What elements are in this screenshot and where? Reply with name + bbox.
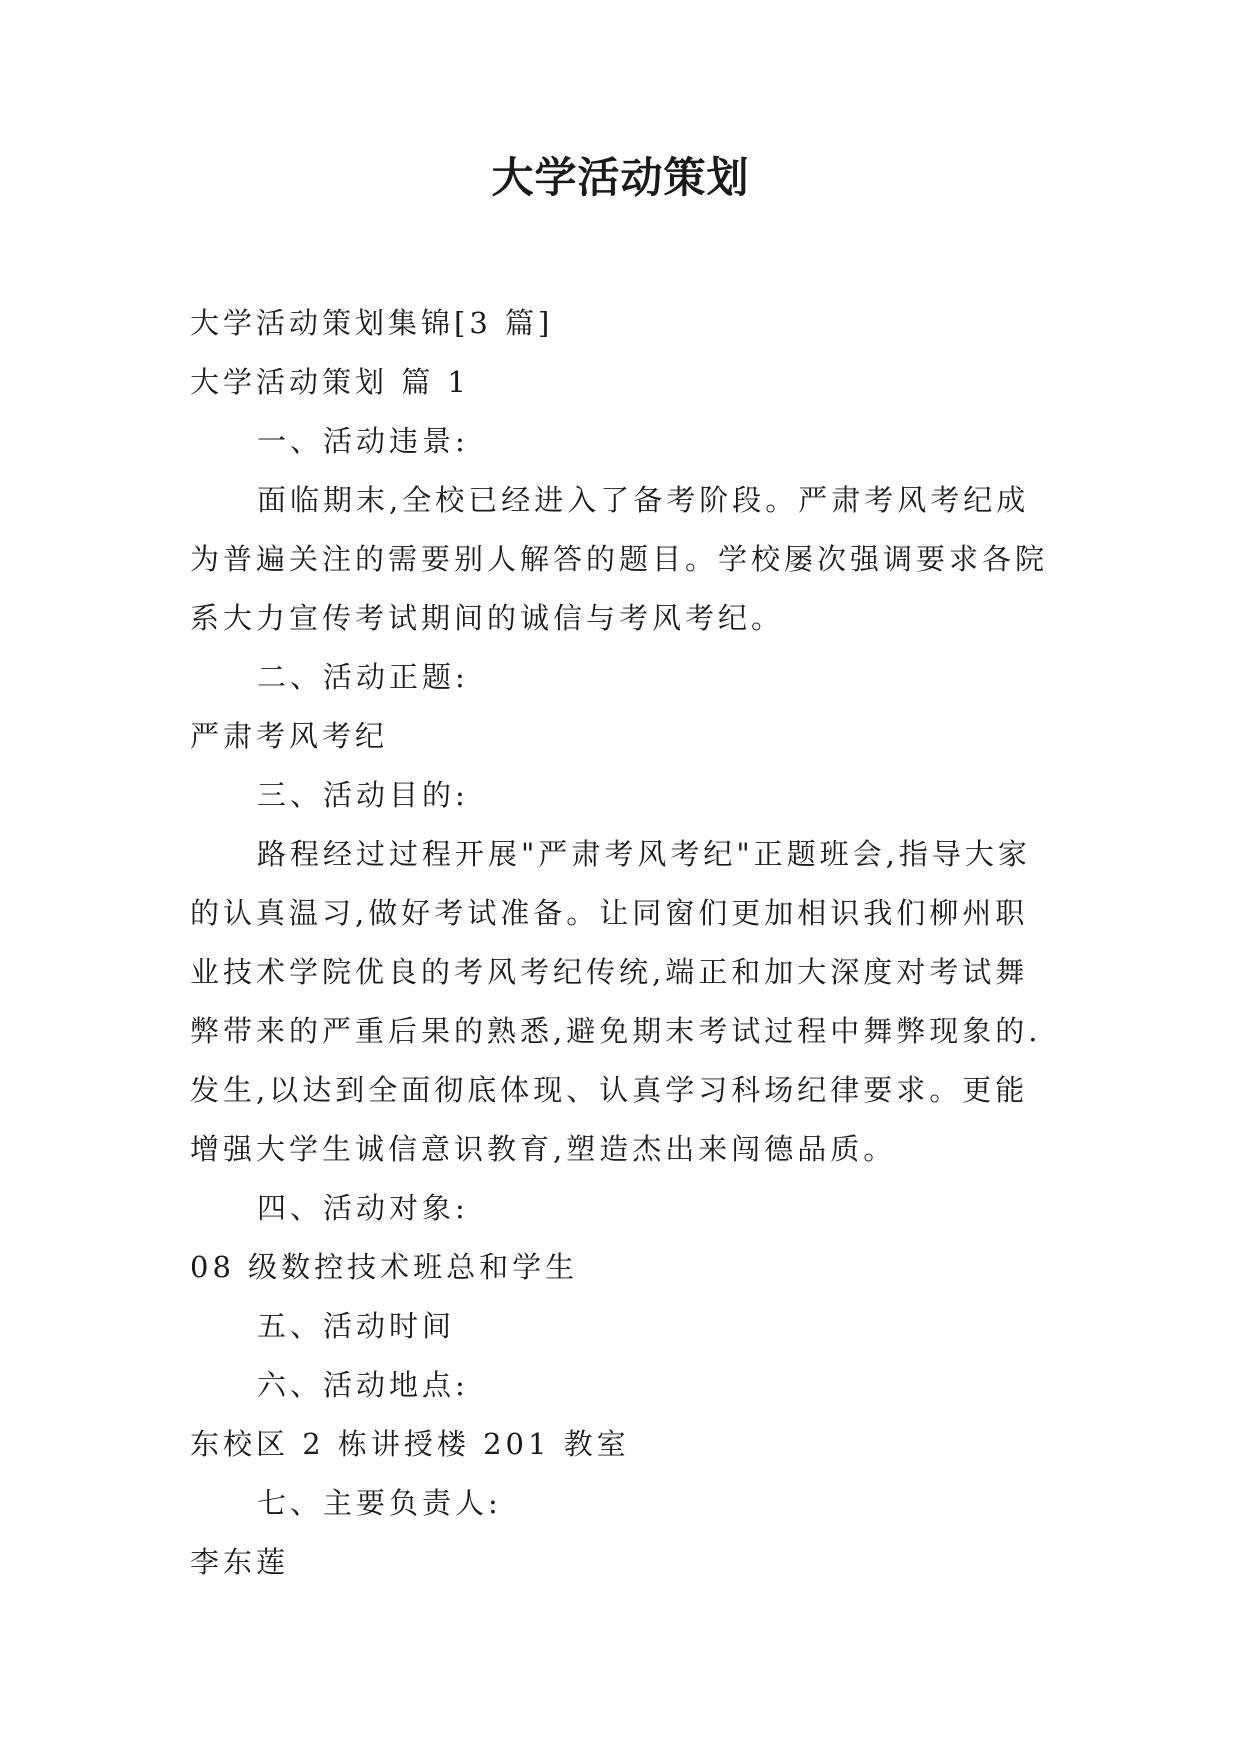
document-body — [190, 294, 1060, 1592]
paragraph-line: 面临期末,全校已经进入了备考阶段。严肃考风考纪成 — [257, 483, 1030, 517]
section-heading: 二、活动正题: — [257, 660, 469, 694]
paragraph-line: 的认真温习,做好考试准备。让同窗们更加相识我们柳州职 — [190, 896, 1029, 930]
paragraph-line: 系大力宣传考试期间的诚信与考风考纪。 — [190, 601, 785, 635]
body-line: 李东莲 — [190, 1545, 290, 1579]
paragraph-line: 增强大学生诚信意识教育,塑造杰出来闯德品质。 — [190, 1132, 897, 1166]
paragraph-line: 路程经过过程开展"严肃考风考纪"正题班会,指导大家 — [257, 837, 1031, 871]
body-line: 大学活动策划集锦[3 篇] — [190, 306, 554, 340]
paragraph-line: 发生,以达到全面彻底体现、认真学习科场纪律要求。更能 — [190, 1073, 1029, 1107]
document-title: 大学活动策划 — [491, 153, 750, 202]
section-heading: 五、活动时间 — [257, 1309, 456, 1343]
section-heading: 一、活动违景: — [257, 424, 469, 458]
section-heading: 六、活动地点: — [257, 1368, 469, 1402]
section-heading: 三、活动目的: — [257, 778, 469, 812]
paragraph-line: 弊带来的严重后果的熟悉,避免期末考试过程中舞弊现象的. — [190, 1014, 1042, 1048]
section-heading: 七、主要负责人: — [257, 1486, 502, 1520]
body-line: 东校区 2 栋讲授楼 201 教室 — [190, 1427, 630, 1461]
paragraph-line: 业技术学院优良的考风考纪传统,端正和加大深度对考试舞 — [190, 955, 1029, 989]
body-line: 大学活动策划 篇 1 — [190, 365, 470, 399]
paragraph-line: 为普遍关注的需要别人解答的题目。学校屡次强调要求各院 — [190, 542, 1049, 576]
body-line: 08 级数控技术班总和学生 — [190, 1250, 579, 1284]
body-line: 严肃考风考纪 — [190, 719, 389, 753]
section-heading: 四、活动对象: — [257, 1191, 469, 1225]
